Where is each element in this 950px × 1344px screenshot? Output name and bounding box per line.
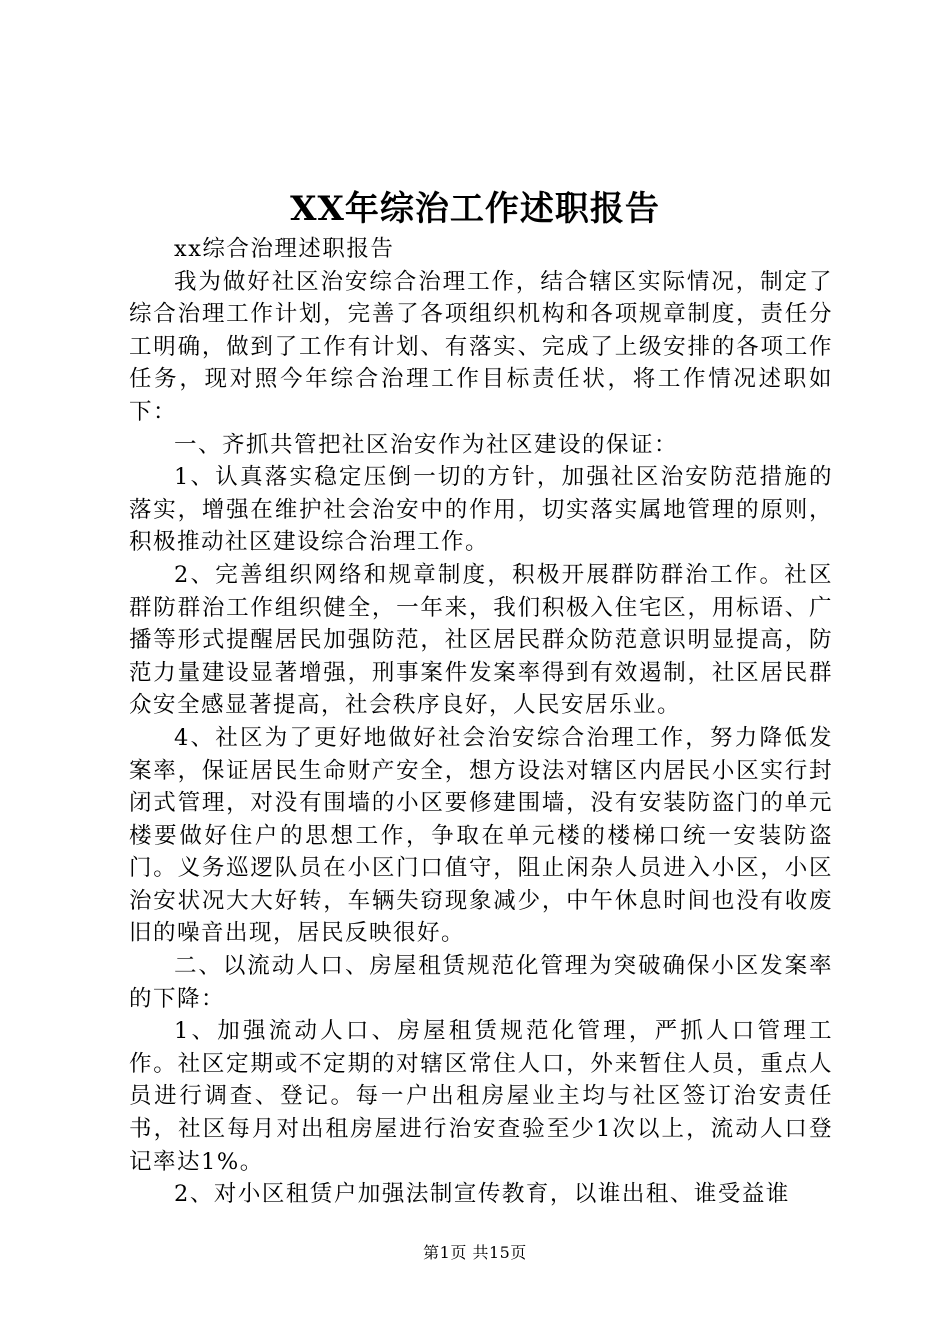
paragraph-item-2-2: 2、对小区租赁户加强法制宣传教育，以谁出租、谁受益谁 <box>174 1181 790 1208</box>
paragraph-item-1-4: 4、社区为了更好地做好社会治安综合治理工作，努力降低发案率，保证居民生命财产安全，想方设法对辖区内居民小区实行封闭式管理，对没有围墙的小区要修建围墙，没有安装防盗门的单元楼要做好住户的思想工作，争取在单元楼的楼梯口统一安装防盗门。义务巡逻队员在小区门口值守，阻止闲杂人员进入小区，小区治安状况大大好转，车辆失窃现象减少，中午休息时间也没有收废旧的噪音出现，居民反映很好。 <box>129 724 833 947</box>
paragraph-item-1-2: 2、完善组织网络和规章制度，积极开展群防群治工作。社区群防群治工作组织健全，一年来，我们积极入住宅区，用标语、广播等形式提醒居民加强防范，社区居民群众防范意识明显提高，防范力量建设显著增强，刑事案件发案率得到有效遏制，社区居民群众安全感显著提高，社会秩序良好，人民安居乐业。 <box>129 561 833 719</box>
paragraph-item-2-1: 1、加强流动人口、房屋租赁规范化管理，严抓人口管理工作。社区定期或不定期的对辖区常住人口，外来暂住人员，重点人员进行调查、登记。每一户出租房屋业主均与社区签订治安责任书，社区每月对出租房屋进行治安查验至少1次以上，流动人口登记率达1%。 <box>129 1018 833 1175</box>
paragraph-item-1-1: 1、认真落实稳定压倒一切的方针，加强社区治安防范措施的落实，增强在维护社会治安中的作用，切实落实属地管理的原则，积极推动社区建设综合治理工作。 <box>129 464 833 556</box>
section-heading-2: 二、以流动人口、房屋租赁规范化管理为突破确保小区发案率的下降： <box>129 953 833 1012</box>
document-body <box>129 233 833 1211</box>
section-heading-1: 一、齐抓共管把社区治安作为社区建设的保证： <box>174 431 679 458</box>
paragraph-intro: 我为做好社区治安综合治理工作，结合辖区实际情况，制定了综合治理工作计划，完善了各项组织机构和各项规章制度，责任分工明确，做到了工作有计划、有落实、完成了上级安排的各项工作任务，现对照今年综合治理工作目标责任状，将工作情况述职如下： <box>129 268 833 425</box>
page-footer: 第1页 共15页 <box>423 1243 527 1262</box>
document-title: XX年综治工作述职报告 <box>290 189 660 229</box>
paragraph-subtitle: xx综合治理述职报告 <box>174 236 395 262</box>
